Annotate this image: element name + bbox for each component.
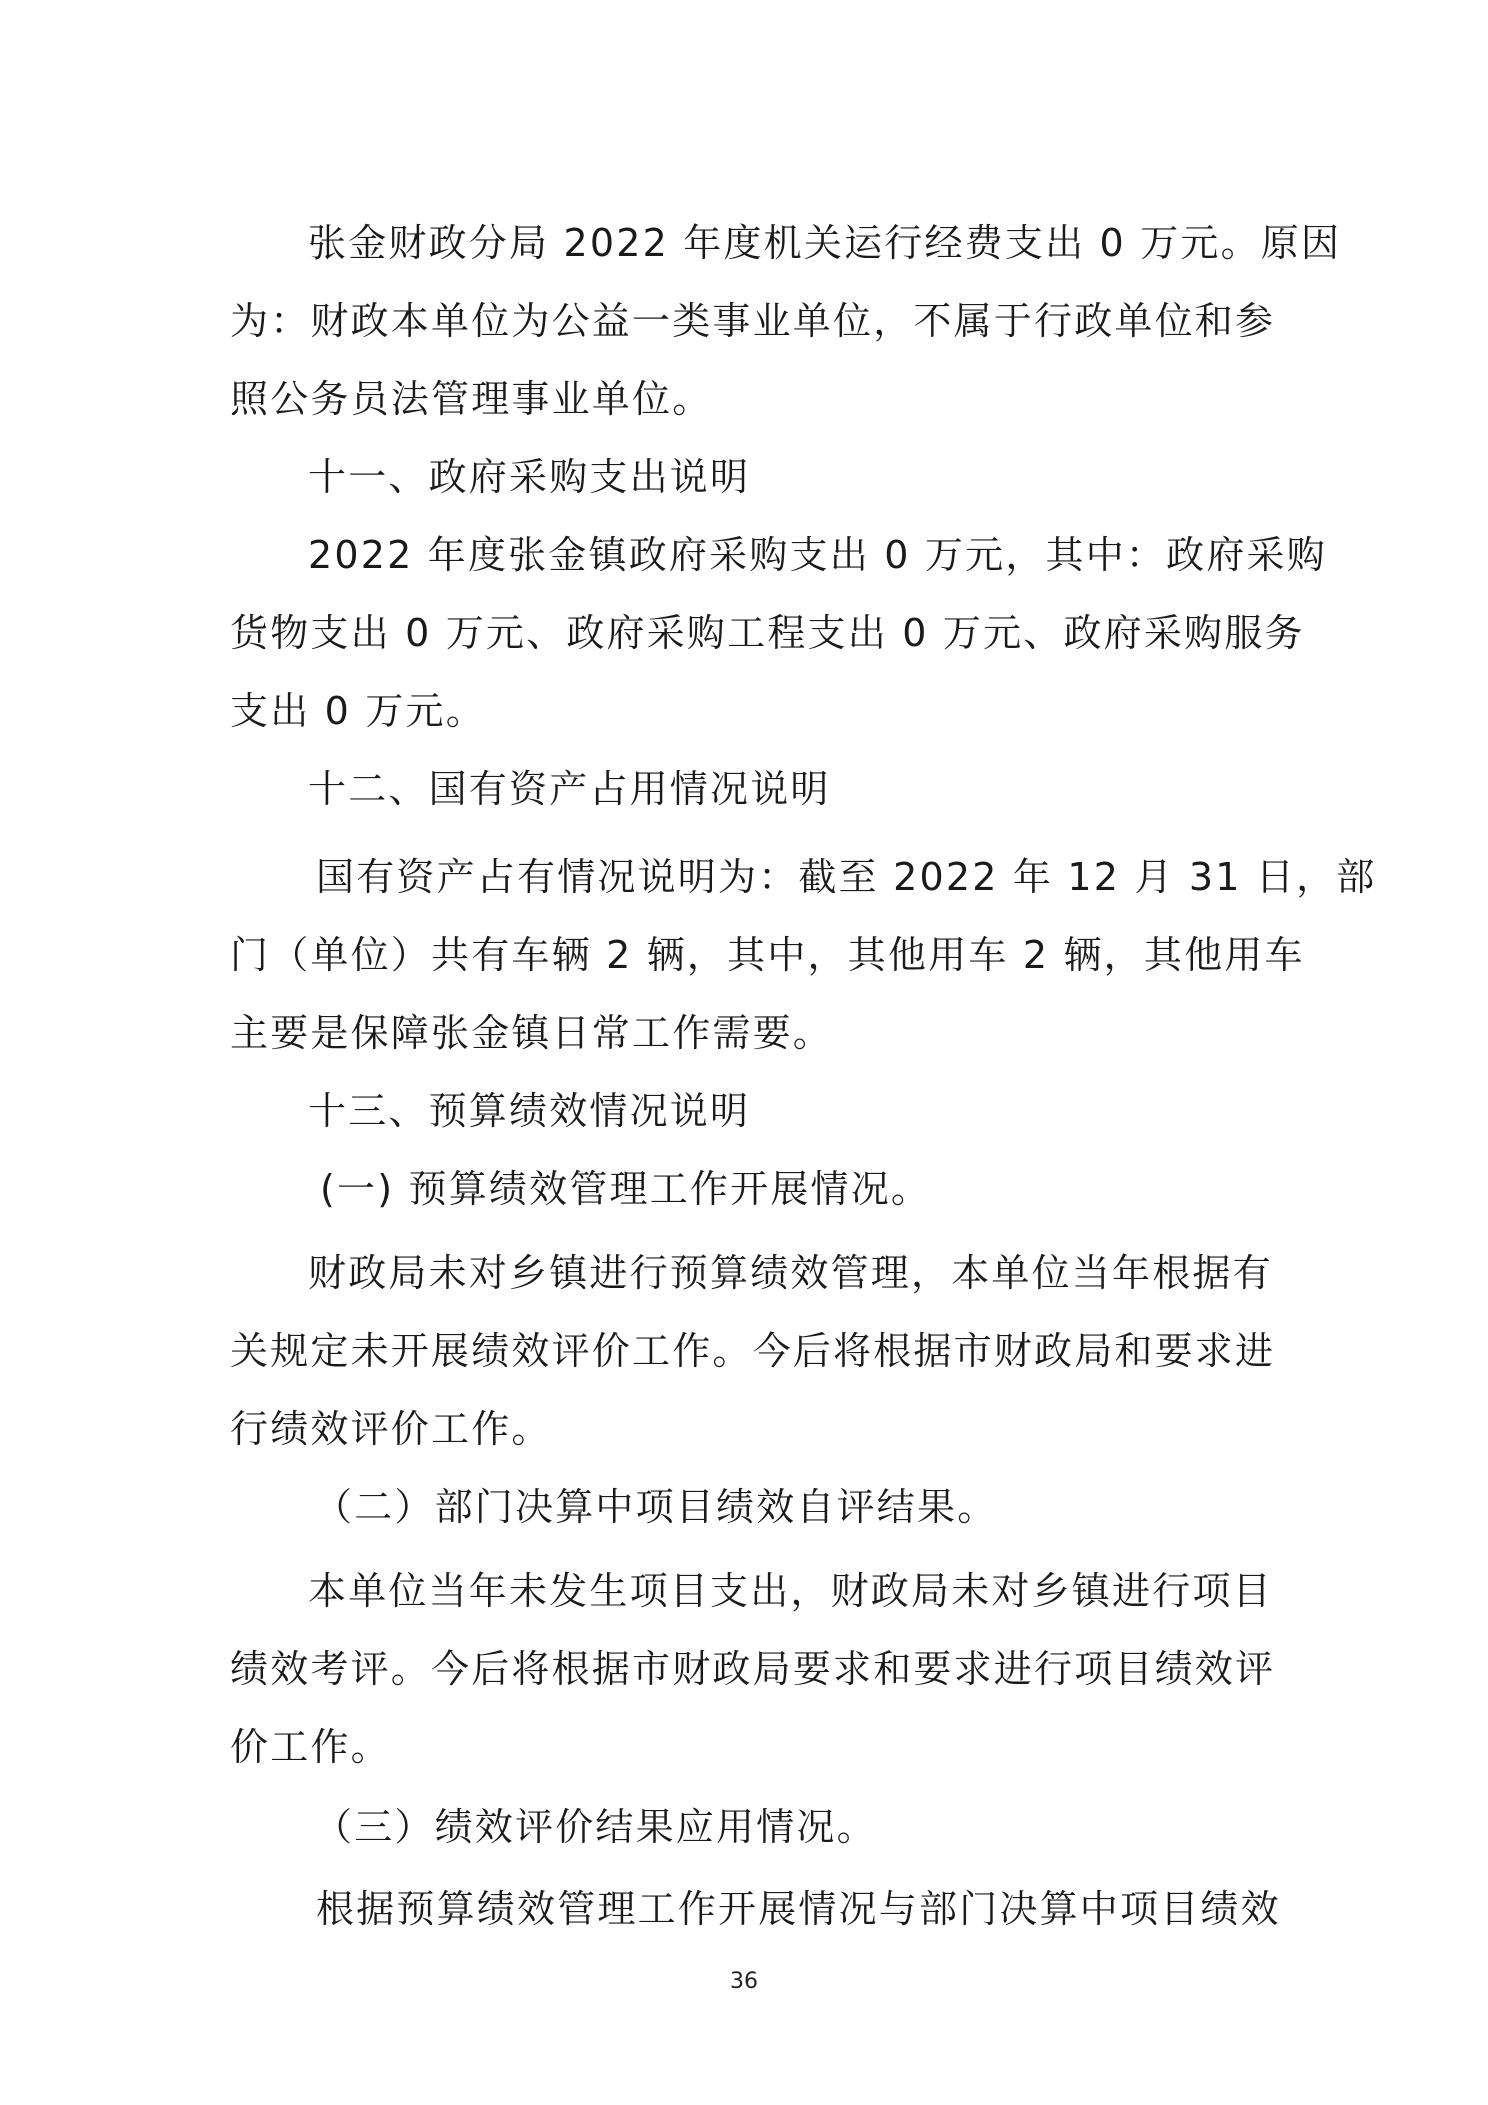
subsection-heading: （二）部门决算中项目绩效自评结果。 [314,1485,998,1529]
subsection-heading: （三）绩效评价结果应用情况。 [314,1805,877,1849]
text-line: 本单位当年未发生项目支出，财政局未对乡镇进行项目 [308,1569,1273,1613]
text-line: 张金财政分局 2022 年度机关运行经费支出 0 万元。原因 [308,221,1342,265]
section-heading: 十一、政府采购支出说明 [308,455,751,499]
page-number: 36 [730,1969,758,1994]
text-line: 价工作。 [230,1725,391,1769]
text-line: 财政局未对乡镇进行预算绩效管理，本单位当年根据有 [308,1251,1273,1295]
subsection-heading: (一) 预算绩效管理工作开展情况。 [320,1167,932,1211]
text-line: 照公务员法管理事业单位。 [230,377,713,421]
text-line: 支出 0 万元。 [230,689,486,733]
text-line: 行绩效评价工作。 [230,1407,552,1451]
text-line: 根据预算绩效管理工作开展情况与部门决算中项目绩效 [316,1887,1281,1931]
text-line: 国有资产占有情况说明为：截至 2022 年 12 月 31 日，部 [316,855,1377,899]
text-line: 关规定未开展绩效评价工作。今后将根据市财政局和要求进 [230,1329,1276,1373]
text-line: 绩效考评。今后将根据市财政局要求和要求进行项目绩效评 [230,1647,1276,1691]
text-line: 门（单位）共有车辆 2 辆，其中，其他用车 2 辆，其他用车 [230,933,1305,977]
text-line: 为：财政本单位为公益一类事业单位，不属于行政单位和参 [230,299,1276,343]
text-line: 货物支出 0 万元、政府采购工程支出 0 万元、政府采购服务 [230,611,1305,655]
section-heading: 十二、国有资产占用情况说明 [308,767,831,811]
section-heading: 十三、预算绩效情况说明 [308,1089,751,1133]
text-line: 2022 年度张金镇政府采购支出 0 万元，其中：政府采购 [308,533,1327,577]
text-line: 主要是保障张金镇日常工作需要。 [230,1011,834,1055]
